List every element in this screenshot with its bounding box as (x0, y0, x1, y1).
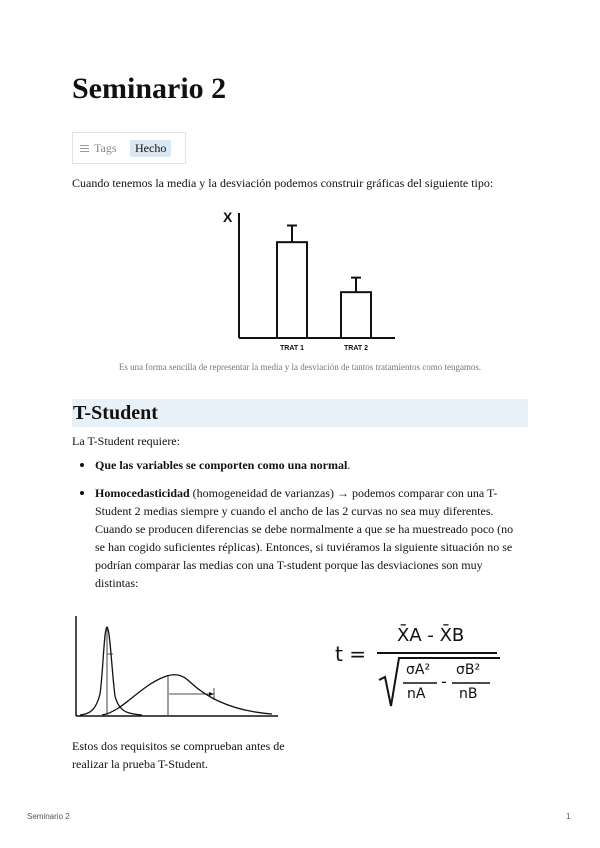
page-title: Seminario 2 (72, 72, 227, 105)
formula-n-b: nB (459, 686, 478, 702)
list-icon (80, 145, 89, 152)
bullet-icon (80, 463, 84, 467)
list-item (72, 484, 522, 592)
distribution-curves-figure (72, 614, 282, 720)
tick-label-2: TRAT 2 (344, 345, 368, 352)
bar-chart-figure (220, 205, 410, 357)
arrow-head-icon (209, 692, 214, 696)
formula-lhs: t = (335, 642, 366, 666)
tags-label: Tags (94, 140, 117, 155)
section-intro: La T-Student requiere: (72, 434, 180, 448)
t-student-formula (335, 622, 505, 710)
list-item-bold: Homocedasticidad (95, 486, 190, 500)
list-item-bold: Que las variables se comporten como una normal (95, 458, 348, 472)
tag-chip[interactable]: Hecho (130, 140, 171, 157)
formula-var-b: σB² (456, 662, 481, 678)
list-item (72, 456, 522, 474)
closing-paragraph: Estos dos requisitos se comprueban antes de realizar la prueba T-Student. (72, 739, 285, 771)
footer-title: Seminario 2 (27, 812, 70, 821)
bar-2 (341, 292, 371, 338)
section-heading: T-Student (72, 399, 528, 427)
bullet-icon (80, 491, 84, 495)
formula-n-a: nA (407, 686, 426, 702)
error-bar-2 (351, 278, 361, 293)
properties-row (72, 132, 186, 164)
list-item-text: . (347, 458, 351, 472)
formula-numerator: X̄A - X̄B (397, 625, 465, 646)
sqrt-icon (379, 658, 500, 706)
bar-1 (277, 242, 307, 338)
footer-page-number: 1 (566, 812, 571, 821)
figure-caption: Es una forma sencilla de representar la media y la desviación de tantos tratamientos como tengamos. (118, 362, 482, 372)
requirements-list (72, 456, 522, 592)
formula-var-a: σA² (406, 662, 431, 678)
wide-normal-curve (102, 675, 272, 715)
error-bar-1 (287, 226, 297, 243)
list-item-text: (homogeneidad de varianzas) → podemos comparar con una T-Student 2 medias siempre y cuando el ancho de las 2 curvas no sea muy diferentes. Cuando se producen diferencias se debe normalmente a que se ha muestreado poco (no se han cogido suficientes réplicas). Entonces, si tuviéramos la siguiente situación no se podrían comparar las medias con una T-student porque las desviaciones son muy distintas: (95, 486, 514, 590)
tags-property[interactable] (73, 141, 130, 156)
formula-minus: - (441, 672, 447, 691)
tick-label-1: TRAT 1 (280, 345, 304, 352)
narrow-normal-curve (80, 627, 142, 715)
chart-y-label: X (223, 209, 233, 225)
intro-paragraph: Cuando tenemos la media y la desviación podemos construir gráficas del siguiente tipo: (72, 176, 494, 190)
